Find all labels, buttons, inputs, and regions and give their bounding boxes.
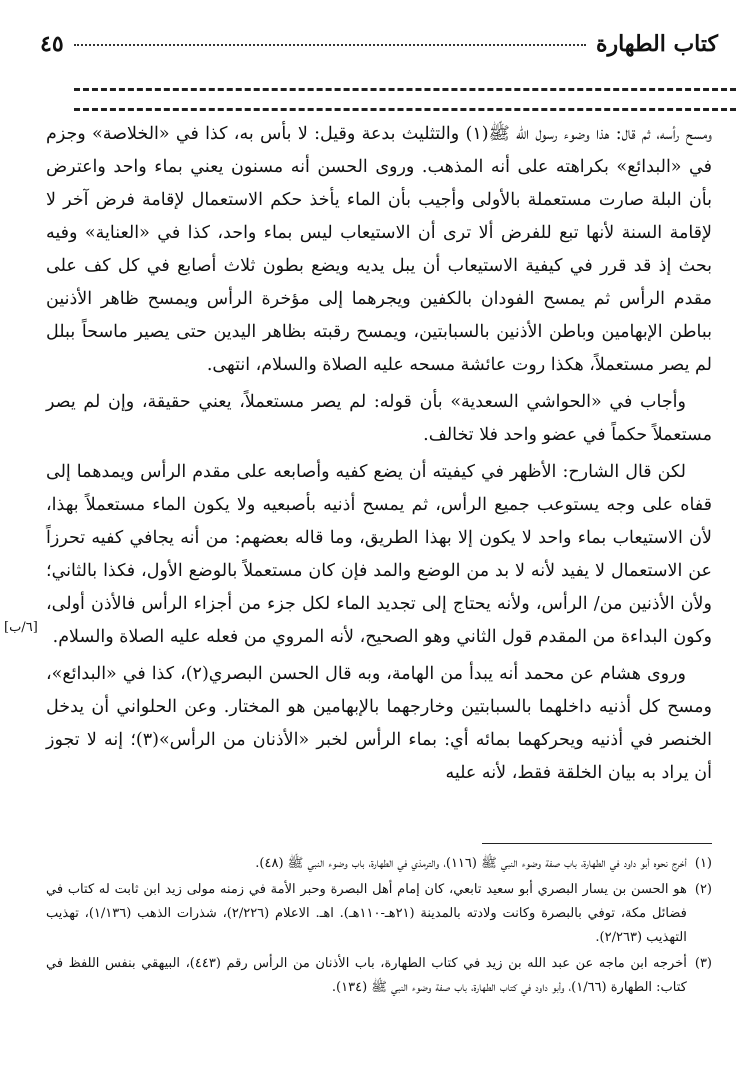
footnote-text: أخرج نحوه أبو داود في الطهارة، باب صفة وضوء النبي ﷺ (١١٦)، والترمذي في الطهارة، باب وضوء النبي ﷺ (٤٨). xyxy=(255,856,687,871)
page-header xyxy=(40,26,718,62)
footnote-text: أخرجه ابن ماجه عن عبد الله بن زيد في كتاب الطهارة، باب الأذنان من الرأس رقم (٤٤٣)، البيهقي بنفس اللفظ في كتاب: الطهارة (١/٦٦)، وأبو داود في كتاب الطهارة، باب صفة وضوء النبي ﷺ (١٣٤). xyxy=(46,956,687,995)
footnote-text: هو الحسن بن يسار البصري أبو سعيد تابعي، كان إمام أهل البصرة وحبر الأمة في زمنه مولى زيد ابن ثابت له كتاب في فضائل مكة، توفي بالبصرة وكانت ولادته بالمدينة (٢١هـ-١١٠هـ). اهـ. الاعلام (٢/٢٢٦)، شذرات الذهب (١/١٣٦)، تهذيب التهذيب (٢/٢٦٣). xyxy=(46,882,687,945)
footnote-number: (١) xyxy=(694,856,712,871)
main-text xyxy=(46,118,712,794)
paragraph-4: وروى هشام عن محمد أنه يبدأ من الهامة، وبه قال الحسن البصري(٢)، كذا في «البدائع»، ومسح كل أذنيه داخلهما بالسبابتين وخارجهما بالإبهامين هو المختار. وعن الحلواني أن يدخل الخنصر في أذنيه ويحركهما بمائه أي: بماء الرأس لخبر «الأذنان من الرأس»(٣)؛ إنه لا تجوز أن يراد به بيان الخلقة فقط، لأنه عليه xyxy=(46,664,712,783)
manuscript-folio-marker: [٦/ب] xyxy=(4,620,38,635)
footnote-number: (٣) xyxy=(694,956,712,971)
dashed-rule-top xyxy=(74,88,736,91)
footnote-1 xyxy=(46,852,712,876)
page-number: ٤٥ xyxy=(40,31,64,57)
footnote-3 xyxy=(46,952,712,1000)
footnote-number: (٢) xyxy=(694,882,712,897)
paragraph-3: لكن قال الشارح: الأظهر في كيفيته أن يضع كفيه وأصابعه على مقدم الرأس ويمدهما إلى قفاه على وجه يستوعب جميع الرأس، ثم يمسح أذنيه بأصبعيه ولا يكون الماء مستعملاً بهذا، لأن الاستيعاب بماء واحد لا يكون إلا بهذا الطريق، وما قاله بعضهم: من أنه يجافي كفيه تحرزاً عن الاستعمال لا يفيد لأنه لا بد من الوضع والمد فإن كان مستعملاً بالوضع الأول، فكذا بالثاني؛ ولأن الأذنين من/ الرأس، ولأنه يحتاج إلى تجديد الماء لكل جزء من أجزاء الرأس فالأذن أولى، وكون البداءة من المقدم قول الثاني وهو الصحيح، لأنه المروي من فعله عليه الصلاة والسلام. xyxy=(46,462,712,647)
chapter-title: كتاب الطهارة xyxy=(595,31,718,57)
footnote-2 xyxy=(46,878,712,950)
paragraph-1: ومسح رأسه، ثم قال: هذا وضوء رسول الله ﷺ(١) والتثليث بدعة وقيل: لا بأس به، كذا في «الخلاصة» وجزم في «البدائع» بكراهته على أنه المذهب. وروى الحسن أنه مسنون يعني بماء واحد واعترض بأن البلة صارت مستعملة بالأولى وأجيب بأن الماء يأخذ حكم الاستعمال لإقامة فرض آخر لا لإقامة السنة لأنها تبع للفرض ألا ترى أن الاستيعاب ليس بماء واحد، كذا في «العناية» وفيه بحث إذ قد قرر في كيفية الاستيعاب أن يبل يديه ويضع بطون ثلاث أصابع في كل كف على مقدم الرأس ثم يمسح الفودان بالكفين ويجرهما إلى مؤخرة الرأس ويمسح ظاهر الأذنين بباطن الإبهامين وباطن الأذنين بالسبابتين، ويمسح رقبته بظاهر اليدين حتى يصير ماسحاً ببلل لم يصر مستعملاً، هكذا روت عائشة مسحه عليه الصلاة والسلام، انتهى. xyxy=(46,124,713,375)
footnote-separator xyxy=(482,843,712,844)
dashed-rule-second xyxy=(74,108,736,111)
paragraph-2: وأجاب في «الحواشي السعدية» بأن قوله: لم يصر مستعملاً، يعني حقيقة، وإن لم يصر مستعملاً حكماً في عضو واحد فلا تخالف. xyxy=(46,392,712,445)
footnotes xyxy=(46,852,712,1002)
header-dotted-leader xyxy=(74,43,586,46)
